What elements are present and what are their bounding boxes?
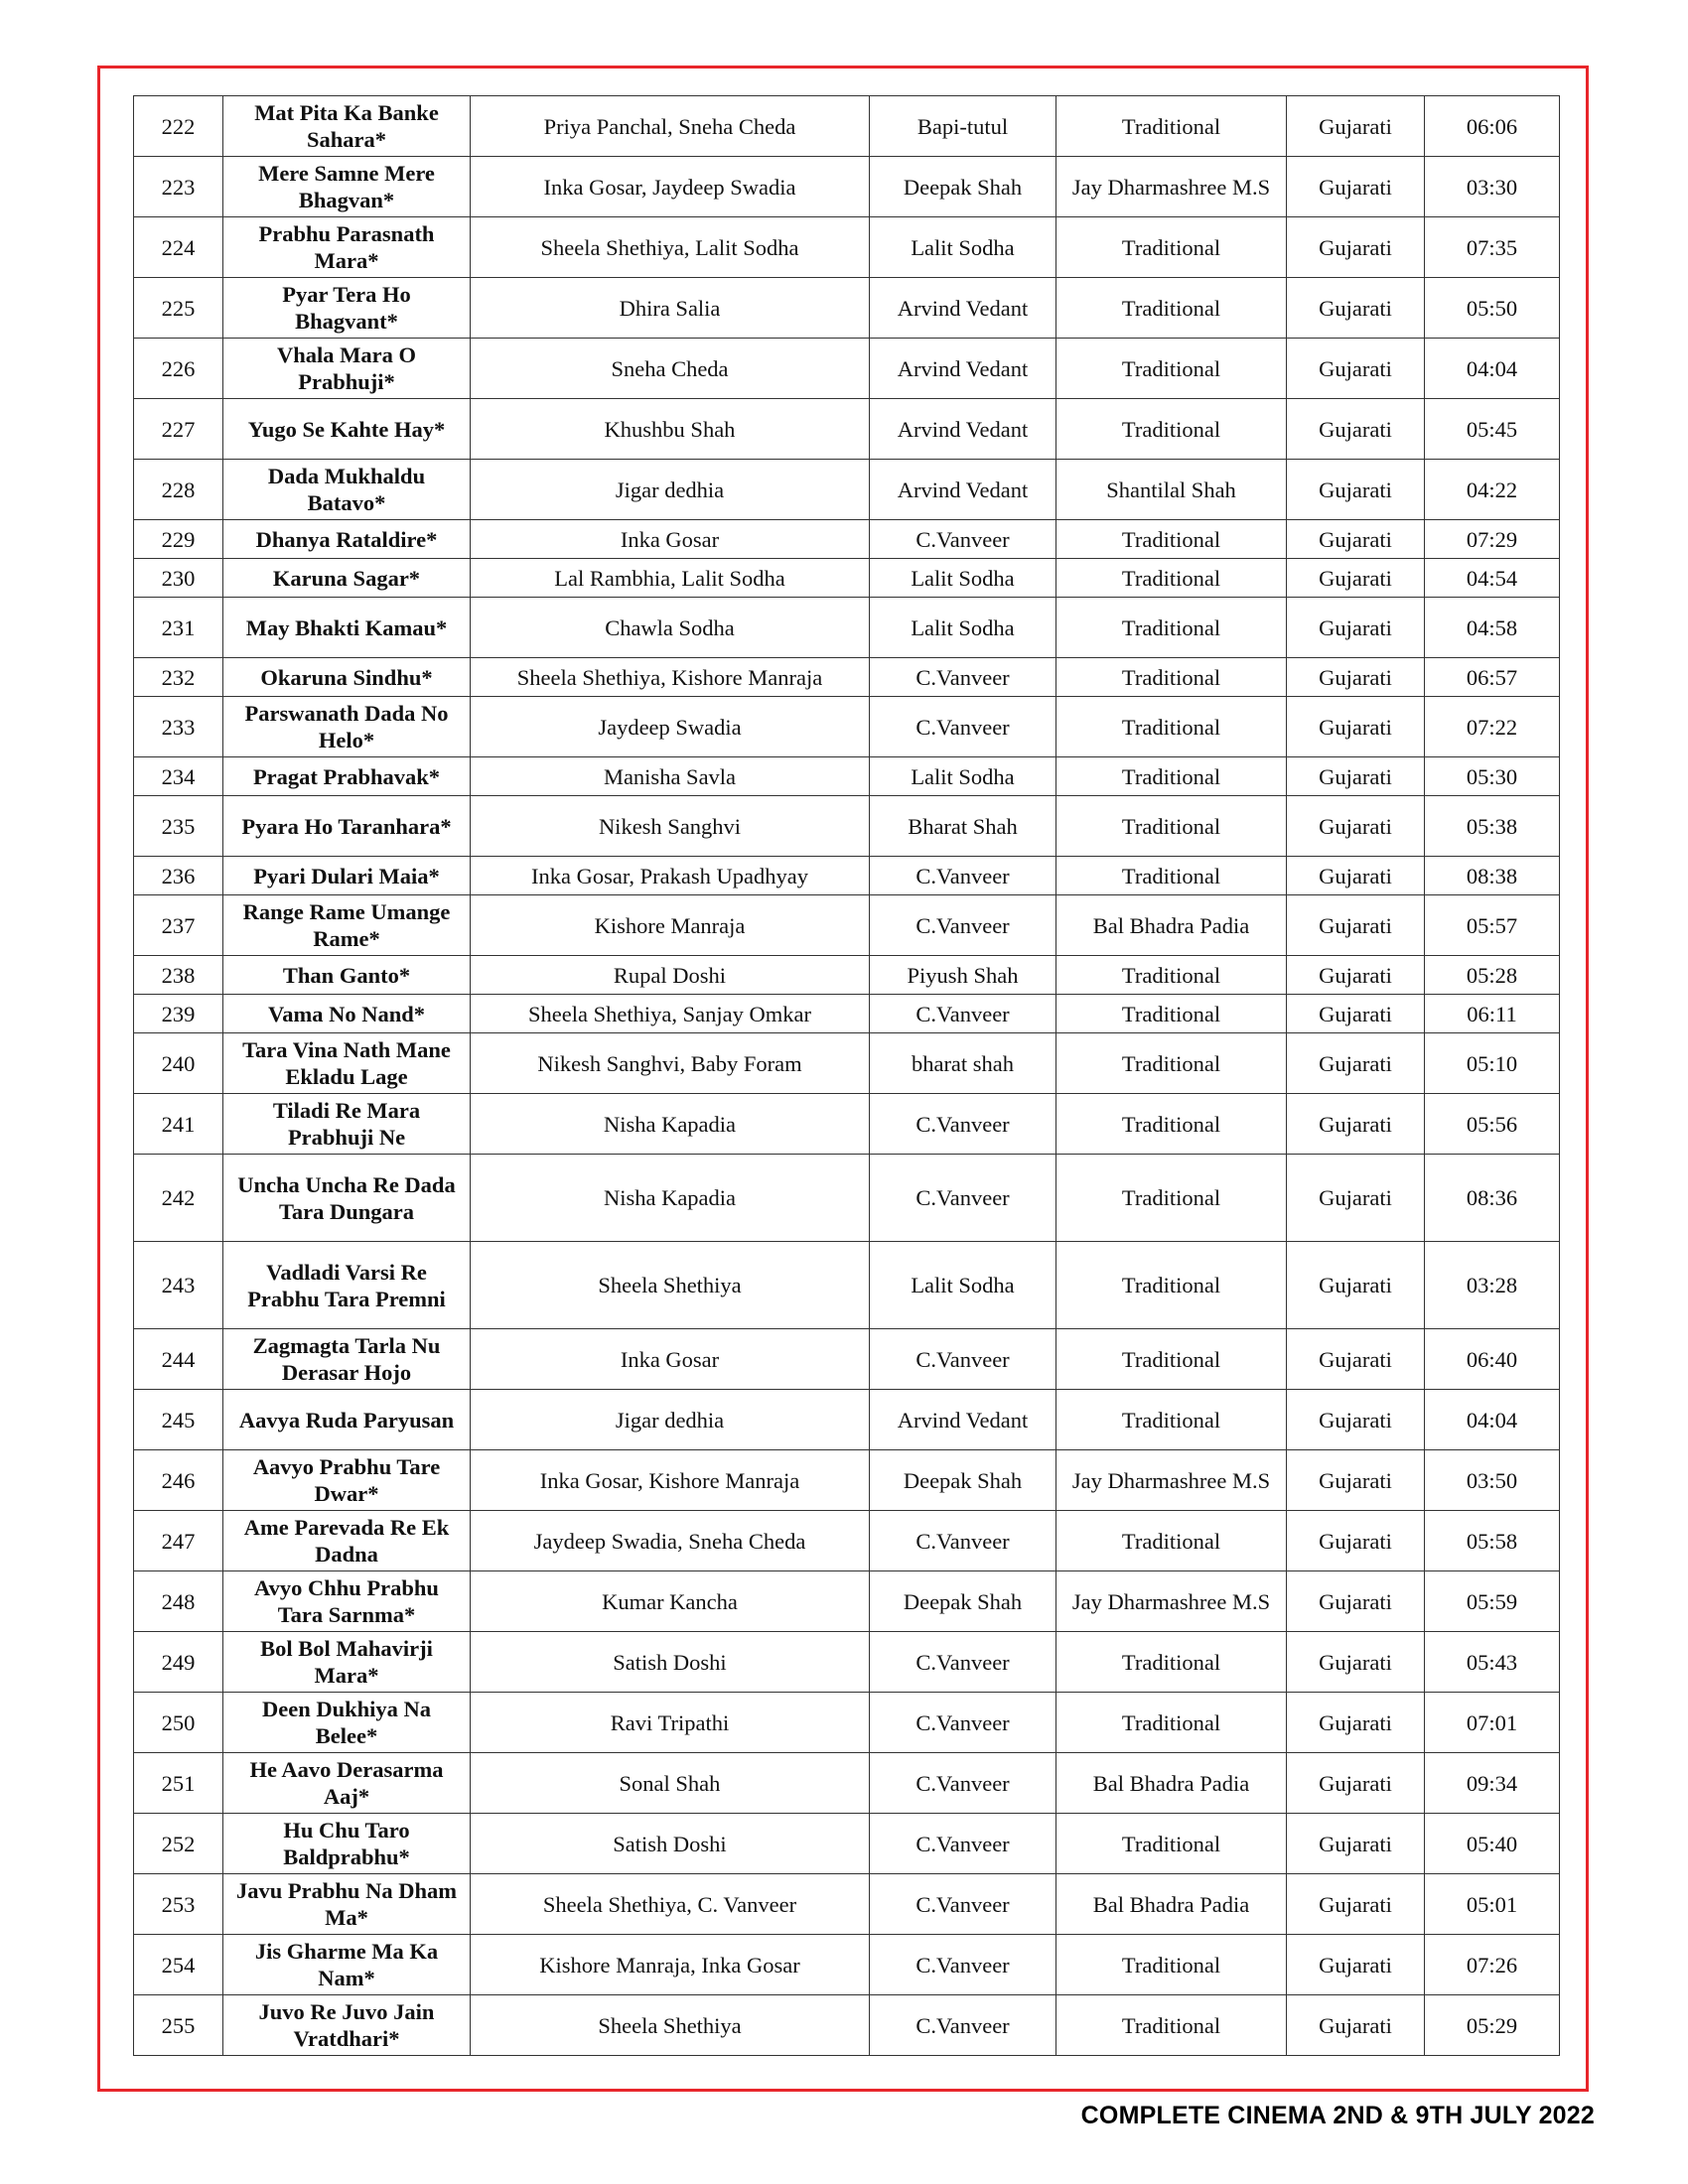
language-cell: Gujarati (1287, 520, 1425, 559)
singers-cell: Nikesh Sanghvi (471, 796, 870, 857)
song-title-cell: Vhala Mara O Prabhuji* (223, 339, 471, 399)
music-director-cell: Lalit Sodha (870, 757, 1056, 796)
row-number-cell: 231 (134, 598, 223, 658)
duration-cell: 05:45 (1425, 399, 1560, 460)
song-title-cell: Jis Gharme Ma Ka Nam* (223, 1935, 471, 1995)
song-title-cell: Tara Vina Nath Mane Ekladu Lage (223, 1033, 471, 1094)
row-number-cell: 248 (134, 1571, 223, 1632)
table-row (134, 1155, 1560, 1242)
duration-cell: 06:11 (1425, 995, 1560, 1033)
lyricist-cell: Traditional (1056, 697, 1287, 757)
row-number-cell: 251 (134, 1753, 223, 1814)
lyricist-cell: Traditional (1056, 796, 1287, 857)
song-title-cell: Pyar Tera Ho Bhagvant* (223, 278, 471, 339)
music-director-cell: C.Vanveer (870, 1511, 1056, 1571)
music-director-cell: Lalit Sodha (870, 559, 1056, 598)
row-number-cell: 252 (134, 1814, 223, 1874)
duration-cell: 03:30 (1425, 157, 1560, 217)
song-title-cell: Range Rame Umange Rame* (223, 895, 471, 956)
language-cell: Gujarati (1287, 796, 1425, 857)
lyricist-cell: Jay Dharmashree M.S (1056, 1450, 1287, 1511)
lyricist-cell: Traditional (1056, 1693, 1287, 1753)
row-number-cell: 233 (134, 697, 223, 757)
row-number-cell: 244 (134, 1329, 223, 1390)
row-number-cell: 222 (134, 96, 223, 157)
duration-cell: 04:22 (1425, 460, 1560, 520)
lyricist-cell: Traditional (1056, 559, 1287, 598)
table-row (134, 1094, 1560, 1155)
language-cell: Gujarati (1287, 1242, 1425, 1329)
music-director-cell: Bapi-tutul (870, 96, 1056, 157)
singers-cell: Sheela Shethiya, Kishore Manraja (471, 658, 870, 697)
language-cell: Gujarati (1287, 1935, 1425, 1995)
lyricist-cell: Traditional (1056, 1094, 1287, 1155)
language-cell: Gujarati (1287, 1571, 1425, 1632)
duration-cell: 05:58 (1425, 1511, 1560, 1571)
row-number-cell: 236 (134, 857, 223, 895)
language-cell: Gujarati (1287, 1753, 1425, 1814)
row-number-cell: 225 (134, 278, 223, 339)
row-number-cell: 224 (134, 217, 223, 278)
lyricist-cell: Traditional (1056, 857, 1287, 895)
language-cell: Gujarati (1287, 757, 1425, 796)
singers-cell: Kishore Manraja (471, 895, 870, 956)
music-director-cell: Arvind Vedant (870, 460, 1056, 520)
lyricist-cell: Traditional (1056, 995, 1287, 1033)
table-row (134, 995, 1560, 1033)
table-row (134, 697, 1560, 757)
row-number-cell: 253 (134, 1874, 223, 1935)
duration-cell: 05:10 (1425, 1033, 1560, 1094)
song-title-cell: He Aavo Derasarma Aaj* (223, 1753, 471, 1814)
table-row (134, 1511, 1560, 1571)
music-director-cell: Arvind Vedant (870, 339, 1056, 399)
table-row (134, 956, 1560, 995)
row-number-cell: 240 (134, 1033, 223, 1094)
duration-cell: 04:04 (1425, 1390, 1560, 1450)
language-cell: Gujarati (1287, 1390, 1425, 1450)
duration-cell: 04:58 (1425, 598, 1560, 658)
language-cell: Gujarati (1287, 598, 1425, 658)
duration-cell: 05:38 (1425, 796, 1560, 857)
lyricist-cell: Jay Dharmashree M.S (1056, 1571, 1287, 1632)
music-director-cell: Arvind Vedant (870, 399, 1056, 460)
music-director-cell: Lalit Sodha (870, 217, 1056, 278)
language-cell: Gujarati (1287, 1450, 1425, 1511)
row-number-cell: 230 (134, 559, 223, 598)
music-director-cell: C.Vanveer (870, 1753, 1056, 1814)
language-cell: Gujarati (1287, 658, 1425, 697)
music-director-cell: C.Vanveer (870, 697, 1056, 757)
music-director-cell: C.Vanveer (870, 1094, 1056, 1155)
singers-cell: Inka Gosar, Kishore Manraja (471, 1450, 870, 1511)
lyricist-cell: Bal Bhadra Padia (1056, 895, 1287, 956)
song-title-cell: Dada Mukhaldu Batavo* (223, 460, 471, 520)
singers-cell: Jigar dedhia (471, 1390, 870, 1450)
table-row (134, 460, 1560, 520)
lyricist-cell: Traditional (1056, 598, 1287, 658)
song-title-cell: Mere Samne Mere Bhagvan* (223, 157, 471, 217)
table-row (134, 1995, 1560, 2056)
language-cell: Gujarati (1287, 1033, 1425, 1094)
song-title-cell: Deen Dukhiya Na Belee* (223, 1693, 471, 1753)
row-number-cell: 243 (134, 1242, 223, 1329)
singers-cell: Jaydeep Swadia, Sneha Cheda (471, 1511, 870, 1571)
table-row (134, 857, 1560, 895)
language-cell: Gujarati (1287, 157, 1425, 217)
song-title-cell: Uncha Uncha Re Dada Tara Dungara (223, 1155, 471, 1242)
footer-caption: COMPLETE CINEMA 2ND & 9TH JULY 2022 (1080, 2102, 1595, 2129)
duration-cell: 05:01 (1425, 1874, 1560, 1935)
table-row (134, 1571, 1560, 1632)
singers-cell: Priya Panchal, Sneha Cheda (471, 96, 870, 157)
table-row (134, 559, 1560, 598)
music-director-cell: Lalit Sodha (870, 598, 1056, 658)
singers-cell: Satish Doshi (471, 1632, 870, 1693)
singers-cell: Nikesh Sanghvi, Baby Foram (471, 1033, 870, 1094)
song-table-body (134, 96, 1560, 2056)
song-table (133, 95, 1560, 2056)
singers-cell: Ravi Tripathi (471, 1693, 870, 1753)
music-director-cell: C.Vanveer (870, 1632, 1056, 1693)
music-director-cell: C.Vanveer (870, 1693, 1056, 1753)
duration-cell: 04:04 (1425, 339, 1560, 399)
singers-cell: Nisha Kapadia (471, 1094, 870, 1155)
lyricist-cell: Traditional (1056, 1155, 1287, 1242)
music-director-cell: Deepak Shah (870, 1450, 1056, 1511)
music-director-cell: Lalit Sodha (870, 1242, 1056, 1329)
singers-cell: Manisha Savla (471, 757, 870, 796)
table-row (134, 157, 1560, 217)
lyricist-cell: Traditional (1056, 1935, 1287, 1995)
table-row (134, 217, 1560, 278)
lyricist-cell: Traditional (1056, 1814, 1287, 1874)
table-row (134, 1450, 1560, 1511)
song-title-cell: Javu Prabhu Na Dham Ma* (223, 1874, 471, 1935)
table-row (134, 278, 1560, 339)
singers-cell: Inka Gosar (471, 520, 870, 559)
lyricist-cell: Traditional (1056, 757, 1287, 796)
language-cell: Gujarati (1287, 1632, 1425, 1693)
singers-cell: Inka Gosar, Jaydeep Swadia (471, 157, 870, 217)
language-cell: Gujarati (1287, 1155, 1425, 1242)
singers-cell: Inka Gosar (471, 1329, 870, 1390)
singers-cell: Sheela Shethiya (471, 1242, 870, 1329)
lyricist-cell: Traditional (1056, 1390, 1287, 1450)
duration-cell: 07:26 (1425, 1935, 1560, 1995)
duration-cell: 05:59 (1425, 1571, 1560, 1632)
song-title-cell: Aavya Ruda Paryusan (223, 1390, 471, 1450)
duration-cell: 06:06 (1425, 96, 1560, 157)
table-row (134, 796, 1560, 857)
song-title-cell: Hu Chu Taro Baldprabhu* (223, 1814, 471, 1874)
song-title-cell: Aavyo Prabhu Tare Dwar* (223, 1450, 471, 1511)
language-cell: Gujarati (1287, 1329, 1425, 1390)
language-cell: Gujarati (1287, 399, 1425, 460)
singers-cell: Jaydeep Swadia (471, 697, 870, 757)
row-number-cell: 237 (134, 895, 223, 956)
table-row (134, 895, 1560, 956)
music-director-cell: C.Vanveer (870, 658, 1056, 697)
table-row (134, 1033, 1560, 1094)
song-title-cell: Pyari Dulari Maia* (223, 857, 471, 895)
row-number-cell: 229 (134, 520, 223, 559)
table-row (134, 96, 1560, 157)
lyricist-cell: Bal Bhadra Padia (1056, 1753, 1287, 1814)
singers-cell: Sheela Shethiya, Sanjay Omkar (471, 995, 870, 1033)
song-title-cell: Avyo Chhu Prabhu Tara Sarnma* (223, 1571, 471, 1632)
music-director-cell: Piyush Shah (870, 956, 1056, 995)
music-director-cell: Deepak Shah (870, 157, 1056, 217)
music-director-cell: bharat shah (870, 1033, 1056, 1094)
song-title-cell: Yugo Se Kahte Hay* (223, 399, 471, 460)
row-number-cell: 223 (134, 157, 223, 217)
singers-cell: Kumar Kancha (471, 1571, 870, 1632)
row-number-cell: 255 (134, 1995, 223, 2056)
singers-cell: Nisha Kapadia (471, 1155, 870, 1242)
table-row (134, 339, 1560, 399)
language-cell: Gujarati (1287, 1874, 1425, 1935)
lyricist-cell: Traditional (1056, 520, 1287, 559)
row-number-cell: 241 (134, 1094, 223, 1155)
duration-cell: 03:28 (1425, 1242, 1560, 1329)
music-director-cell: C.Vanveer (870, 1155, 1056, 1242)
language-cell: Gujarati (1287, 895, 1425, 956)
row-number-cell: 247 (134, 1511, 223, 1571)
language-cell: Gujarati (1287, 1995, 1425, 2056)
duration-cell: 07:35 (1425, 217, 1560, 278)
language-cell: Gujarati (1287, 559, 1425, 598)
row-number-cell: 245 (134, 1390, 223, 1450)
duration-cell: 06:57 (1425, 658, 1560, 697)
duration-cell: 05:30 (1425, 757, 1560, 796)
lyricist-cell: Traditional (1056, 1632, 1287, 1693)
singers-cell: Sneha Cheda (471, 339, 870, 399)
music-director-cell: C.Vanveer (870, 520, 1056, 559)
music-director-cell: C.Vanveer (870, 895, 1056, 956)
duration-cell: 05:43 (1425, 1632, 1560, 1693)
duration-cell: 05:57 (1425, 895, 1560, 956)
language-cell: Gujarati (1287, 96, 1425, 157)
song-title-cell: May Bhakti Kamau* (223, 598, 471, 658)
language-cell: Gujarati (1287, 1094, 1425, 1155)
language-cell: Gujarati (1287, 1814, 1425, 1874)
table-row (134, 399, 1560, 460)
table-row (134, 1874, 1560, 1935)
lyricist-cell: Shantilal Shah (1056, 460, 1287, 520)
singers-cell: Lal Rambhia, Lalit Sodha (471, 559, 870, 598)
music-director-cell: C.Vanveer (870, 1935, 1056, 1995)
row-number-cell: 235 (134, 796, 223, 857)
table-row (134, 1242, 1560, 1329)
lyricist-cell: Bal Bhadra Padia (1056, 1874, 1287, 1935)
row-number-cell: 228 (134, 460, 223, 520)
song-title-cell: Mat Pita Ka Banke Sahara* (223, 96, 471, 157)
row-number-cell: 242 (134, 1155, 223, 1242)
song-title-cell: Ame Parevada Re Ek Dadna (223, 1511, 471, 1571)
music-director-cell: C.Vanveer (870, 1995, 1056, 2056)
song-title-cell: Zagmagta Tarla Nu Derasar Hojo (223, 1329, 471, 1390)
row-number-cell: 254 (134, 1935, 223, 1995)
music-director-cell: C.Vanveer (870, 1329, 1056, 1390)
duration-cell: 03:50 (1425, 1450, 1560, 1511)
language-cell: Gujarati (1287, 217, 1425, 278)
music-director-cell: C.Vanveer (870, 1814, 1056, 1874)
music-director-cell: Arvind Vedant (870, 278, 1056, 339)
song-title-cell: Parswanath Dada No Helo* (223, 697, 471, 757)
singers-cell: Sheela Shethiya, C. Vanveer (471, 1874, 870, 1935)
duration-cell: 05:56 (1425, 1094, 1560, 1155)
singers-cell: Kishore Manraja, Inka Gosar (471, 1935, 870, 1995)
duration-cell: 09:34 (1425, 1753, 1560, 1814)
lyricist-cell: Traditional (1056, 1995, 1287, 2056)
singers-cell: Jigar dedhia (471, 460, 870, 520)
table-row (134, 1390, 1560, 1450)
duration-cell: 07:22 (1425, 697, 1560, 757)
table-row (134, 1935, 1560, 1995)
singers-cell: Chawla Sodha (471, 598, 870, 658)
music-director-cell: Deepak Shah (870, 1571, 1056, 1632)
duration-cell: 08:38 (1425, 857, 1560, 895)
language-cell: Gujarati (1287, 278, 1425, 339)
song-title-cell: Okaruna Sindhu* (223, 658, 471, 697)
song-title-cell: Juvo Re Juvo Jain Vratdhari* (223, 1995, 471, 2056)
duration-cell: 05:50 (1425, 278, 1560, 339)
singers-cell: Sheela Shethiya, Lalit Sodha (471, 217, 870, 278)
lyricist-cell: Traditional (1056, 1242, 1287, 1329)
lyricist-cell: Traditional (1056, 658, 1287, 697)
song-title-cell: Vadladi Varsi Re Prabhu Tara Premni (223, 1242, 471, 1329)
table-row (134, 1693, 1560, 1753)
lyricist-cell: Traditional (1056, 1511, 1287, 1571)
song-title-cell: Pragat Prabhavak* (223, 757, 471, 796)
song-title-cell: Prabhu Parasnath Mara* (223, 217, 471, 278)
duration-cell: 05:28 (1425, 956, 1560, 995)
row-number-cell: 238 (134, 956, 223, 995)
lyricist-cell: Jay Dharmashree M.S (1056, 157, 1287, 217)
lyricist-cell: Traditional (1056, 339, 1287, 399)
duration-cell: 04:54 (1425, 559, 1560, 598)
table-row (134, 1329, 1560, 1390)
song-title-cell: Bol Bol Mahavirji Mara* (223, 1632, 471, 1693)
song-title-cell: Tiladi Re Mara Prabhuji Ne (223, 1094, 471, 1155)
singers-cell: Satish Doshi (471, 1814, 870, 1874)
duration-cell: 05:40 (1425, 1814, 1560, 1874)
singers-cell: Dhira Salia (471, 278, 870, 339)
row-number-cell: 227 (134, 399, 223, 460)
duration-cell: 05:29 (1425, 1995, 1560, 2056)
duration-cell: 07:29 (1425, 520, 1560, 559)
lyricist-cell: Traditional (1056, 399, 1287, 460)
music-director-cell: Arvind Vedant (870, 1390, 1056, 1450)
row-number-cell: 232 (134, 658, 223, 697)
singers-cell: Sonal Shah (471, 1753, 870, 1814)
row-number-cell: 239 (134, 995, 223, 1033)
music-director-cell: C.Vanveer (870, 857, 1056, 895)
music-director-cell: C.Vanveer (870, 995, 1056, 1033)
table-row (134, 757, 1560, 796)
music-director-cell: C.Vanveer (870, 1874, 1056, 1935)
language-cell: Gujarati (1287, 995, 1425, 1033)
language-cell: Gujarati (1287, 956, 1425, 995)
row-number-cell: 226 (134, 339, 223, 399)
music-director-cell: Bharat Shah (870, 796, 1056, 857)
language-cell: Gujarati (1287, 857, 1425, 895)
table-row (134, 1632, 1560, 1693)
singers-cell: Rupal Doshi (471, 956, 870, 995)
song-title-cell: Than Ganto* (223, 956, 471, 995)
lyricist-cell: Traditional (1056, 1033, 1287, 1094)
lyricist-cell: Traditional (1056, 96, 1287, 157)
language-cell: Gujarati (1287, 1511, 1425, 1571)
singers-cell: Khushbu Shah (471, 399, 870, 460)
table-row (134, 598, 1560, 658)
table-row (134, 520, 1560, 559)
singers-cell: Sheela Shethiya (471, 1995, 870, 2056)
duration-cell: 06:40 (1425, 1329, 1560, 1390)
language-cell: Gujarati (1287, 460, 1425, 520)
duration-cell: 08:36 (1425, 1155, 1560, 1242)
row-number-cell: 234 (134, 757, 223, 796)
lyricist-cell: Traditional (1056, 278, 1287, 339)
song-title-cell: Vama No Nand* (223, 995, 471, 1033)
singers-cell: Inka Gosar, Prakash Upadhyay (471, 857, 870, 895)
row-number-cell: 250 (134, 1693, 223, 1753)
lyricist-cell: Traditional (1056, 956, 1287, 995)
row-number-cell: 249 (134, 1632, 223, 1693)
language-cell: Gujarati (1287, 697, 1425, 757)
lyricist-cell: Traditional (1056, 217, 1287, 278)
lyricist-cell: Traditional (1056, 1329, 1287, 1390)
row-number-cell: 246 (134, 1450, 223, 1511)
song-title-cell: Pyara Ho Taranhara* (223, 796, 471, 857)
table-row (134, 1814, 1560, 1874)
table-row (134, 658, 1560, 697)
table-row (134, 1753, 1560, 1814)
song-title-cell: Dhanya Rataldire* (223, 520, 471, 559)
language-cell: Gujarati (1287, 339, 1425, 399)
duration-cell: 07:01 (1425, 1693, 1560, 1753)
song-title-cell: Karuna Sagar* (223, 559, 471, 598)
language-cell: Gujarati (1287, 1693, 1425, 1753)
